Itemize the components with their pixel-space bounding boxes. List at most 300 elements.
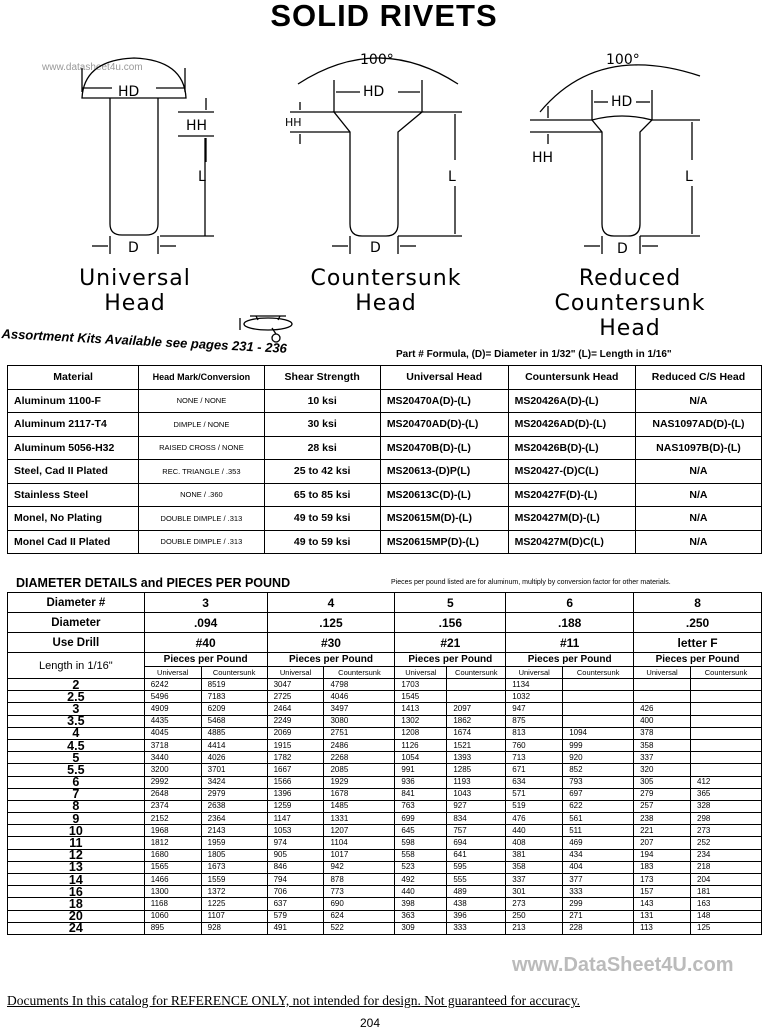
pieces-cell: 1782 [267,752,324,764]
pieces-cell [691,679,762,691]
length-row [8,703,762,715]
universal-part-cell: MS20613C(D)-(L) [380,483,508,507]
pieces-cell: 207 [634,837,691,849]
pieces-cell: 905 [267,849,324,861]
material-cell: Aluminum 5056-H32 [8,436,139,460]
pieces-cell: 641 [447,849,506,861]
materials-row [8,413,762,437]
pieces-cell: 634 [506,776,563,788]
head-mark-cell: NONE / NONE [139,389,264,413]
pieces-cell [563,703,634,715]
length-row [8,727,762,739]
length-cell: 5 [8,752,145,764]
countersunk-part-cell: MS20427F(D)-(L) [508,483,635,507]
header-material: Material [8,366,139,390]
diameter-number-row-value: 8 [634,593,762,613]
shear-cell: 49 to 59 ksi [264,530,380,554]
pieces-cell: 228 [563,922,634,934]
pieces-cell: 763 [395,800,447,812]
drill-row-value: #40 [144,633,267,653]
pieces-cell: 637 [267,898,324,910]
pieces-cell: 974 [267,837,324,849]
pieces-cell: 273 [506,898,563,910]
pieces-cell: 1862 [447,715,506,727]
pieces-cell: 309 [395,922,447,934]
material-cell: Steel, Cad II Plated [8,460,139,484]
pieces-cell: 271 [563,910,634,922]
pieces-cell: 400 [634,715,691,727]
pieces-cell: 125 [691,922,762,934]
pieces-cell: 378 [634,727,691,739]
pieces-cell: 3497 [324,703,395,715]
universal-part-cell: MS20615M(D)-(L) [380,507,508,531]
pieces-cell [563,679,634,691]
material-cell: Monel Cad II Plated [8,530,139,554]
page-title: SOLID RIVETS [270,0,498,33]
length-cell: 4 [8,727,145,739]
pieces-cell: 773 [324,886,395,898]
pieces-cell: 469 [563,837,634,849]
diameter-number-row-value: 5 [395,593,506,613]
shear-cell: 25 to 42 ksi [264,460,380,484]
pieces-cell: 1302 [395,715,447,727]
pieces-cell: 2374 [144,800,201,812]
pieces-cell [634,679,691,691]
pieces-cell [447,679,506,691]
universal-subheader: Universal [634,667,691,679]
shear-cell: 28 ksi [264,436,380,460]
pieces-cell: 4026 [201,752,267,764]
pieces-cell: 1107 [201,910,267,922]
pieces-cell: 920 [563,752,634,764]
pieces-cell: 358 [506,861,563,873]
pieces-cell: 4798 [324,679,395,691]
universal-subheader: Universal [144,667,201,679]
pieces-cell: 113 [634,922,691,934]
pieces-cell: 3701 [201,764,267,776]
pieces-cell: 148 [691,910,762,922]
length-row [8,813,762,825]
pieces-cell [691,703,762,715]
length-row [8,861,762,873]
diameter-number-row-value: 3 [144,593,267,613]
countersunk-part-cell: MS20427M(D)C(L) [508,530,635,554]
pieces-cell: 3718 [144,739,201,751]
pieces-cell: 1812 [144,837,201,849]
pieces-cell: 5496 [144,691,201,703]
universal-head-label: Universal Head [79,266,191,316]
pieces-cell: 875 [506,715,563,727]
pieces-cell: 320 [634,764,691,776]
pieces-cell: 398 [395,898,447,910]
length-cell: 5.5 [8,764,145,776]
pieces-cell: 760 [506,739,563,751]
pieces-cell [691,764,762,776]
reduced-part-cell: N/A [635,460,761,484]
pieces-cell: 238 [634,813,691,825]
length-cell: 14 [8,874,145,886]
pieces-cell: 846 [267,861,324,873]
countersunk-part-cell: MS20427-(D)C(L) [508,460,635,484]
l-label-universal: L [198,169,206,185]
length-row [8,898,762,910]
pieces-cell: 622 [563,800,634,812]
length-cell: 13 [8,861,145,873]
diameter-row-value: .250 [634,613,762,633]
reduced-countersunk-head-label: Reduced Countersunk Head [554,266,706,341]
length-row [8,825,762,837]
pieces-cell: 852 [563,764,634,776]
ppp-header-row [8,653,762,667]
length-row [8,886,762,898]
pieces-cell: 412 [691,776,762,788]
pieces-cell: 404 [563,861,634,873]
pieces-cell: 999 [563,739,634,751]
diameter-row-value: .156 [395,613,506,633]
pieces-cell: 522 [324,922,395,934]
pieces-cell: 157 [634,886,691,898]
length-row [8,874,762,886]
pieces-cell: 337 [634,752,691,764]
length-row [8,739,762,751]
materials-row [8,483,762,507]
material-cell: Stainless Steel [8,483,139,507]
shear-cell: 65 to 85 ksi [264,483,380,507]
countersunk-subheader: Countersunk [201,667,267,679]
pieces-cell: 1915 [267,739,324,751]
pieces-cell [563,715,634,727]
diameter-section-title: DIAMETER DETAILS and PIECES PER POUND [16,576,291,590]
reduced-part-cell: NAS1097B(D)-(L) [635,436,761,460]
pieces-cell: 6242 [144,679,201,691]
reduced-part-cell: N/A [635,507,761,531]
pieces-cell: 561 [563,813,634,825]
pieces-cell: 1372 [201,886,267,898]
pieces-cell: 2085 [324,764,395,776]
countersunk-subheader: Countersunk [324,667,395,679]
length-cell: 6 [8,776,145,788]
pieces-cell: 794 [267,874,324,886]
pieces-cell: 697 [563,788,634,800]
pieces-cell: 1959 [201,837,267,849]
header-countersunk: Countersunk Head [508,366,635,390]
pieces-cell [691,715,762,727]
pieces-cell: 358 [634,739,691,751]
pieces-per-pound-header: Pieces per Pound [506,653,634,667]
pieces-cell: 1485 [324,800,395,812]
length-row [8,776,762,788]
head-mark-cell: RAISED CROSS / NONE [139,436,264,460]
length-cell: 7 [8,788,145,800]
pieces-cell: 1285 [447,764,506,776]
pieces-cell: 694 [447,837,506,849]
pieces-cell: 252 [691,837,762,849]
hh-label-reduced: HH [532,150,554,166]
l-label-reduced: L [685,169,693,185]
reduced-part-cell: N/A [635,483,761,507]
pieces-cell: 440 [395,886,447,898]
length-cell: 2 [8,679,145,691]
pieces-cell: 4909 [144,703,201,715]
pieces-cell: 1017 [324,849,395,861]
pieces-cell: 991 [395,764,447,776]
length-row [8,800,762,812]
pieces-cell: 2979 [201,788,267,800]
pieces-cell: 363 [395,910,447,922]
countersunk-subheader: Countersunk [563,667,634,679]
pieces-cell [447,691,506,703]
diameter-table [7,592,762,935]
pieces-cell: 793 [563,776,634,788]
pieces-cell: 143 [634,898,691,910]
head-mark-cell: REC. TRIANGLE / .353 [139,460,264,484]
diameter-row [8,613,762,633]
length-cell: 12 [8,849,145,861]
pieces-cell: 2725 [267,691,324,703]
materials-row [8,530,762,554]
universal-subheader: Universal [267,667,324,679]
length-row [8,715,762,727]
biplane-icon [236,308,306,350]
pieces-cell: 396 [447,910,506,922]
pieces-cell: 645 [395,825,447,837]
shear-cell: 10 ksi [264,389,380,413]
pieces-cell: 426 [634,703,691,715]
materials-row [8,460,762,484]
pieces-cell: 1466 [144,874,201,886]
pieces-cell: 131 [634,910,691,922]
pieces-cell: 2751 [324,727,395,739]
pieces-cell: 204 [691,874,762,886]
length-row [8,752,762,764]
pieces-cell: 1300 [144,886,201,898]
pieces-cell: 1680 [144,849,201,861]
header-head-mark: Head Mark/Conversion [139,366,264,390]
pieces-cell: 1207 [324,825,395,837]
materials-header-row [8,366,762,390]
diameter-row-value: .125 [267,613,395,633]
drill-row [8,633,762,653]
pieces-cell: 595 [447,861,506,873]
length-row [8,691,762,703]
pieces-cell: 1413 [395,703,447,715]
pieces-cell: 947 [506,703,563,715]
pieces-cell: 690 [324,898,395,910]
material-cell: Aluminum 1100-F [8,389,139,413]
pieces-cell: 706 [267,886,324,898]
length-cell: 8 [8,800,145,812]
pieces-cell: 571 [506,788,563,800]
pieces-cell: 279 [634,788,691,800]
pieces-cell: 2069 [267,727,324,739]
universal-subheader: Universal [506,667,563,679]
pieces-cell: 381 [506,849,563,861]
pieces-cell: 7183 [201,691,267,703]
length-row [8,679,762,691]
pieces-cell: 1147 [267,813,324,825]
pieces-cell: 2486 [324,739,395,751]
pieces-cell: 1545 [395,691,447,703]
pieces-cell [634,691,691,703]
disclaimer-footer: Documents In this catalog for REFERENCE ONLY, not intended for design. Not guaranteed for accuracy. [7,993,580,1008]
countersunk-part-cell: MS20426B(D)-(L) [508,436,635,460]
pieces-cell: 6209 [201,703,267,715]
pieces-cell: 438 [447,898,506,910]
pieces-cell: 1134 [506,679,563,691]
angle-label-countersunk: 100° [360,52,394,68]
length-cell: 20 [8,910,145,922]
head-mark-cell: NONE / .360 [139,483,264,507]
pieces-cell: 1805 [201,849,267,861]
hd-label-reduced: HD [611,94,633,110]
pieces-cell: 2648 [144,788,201,800]
angle-label-reduced: 100° [606,52,640,68]
pieces-cell: 489 [447,886,506,898]
pieces-cell: 1331 [324,813,395,825]
pieces-cell: 1208 [395,727,447,739]
material-cell: Monel, No Plating [8,507,139,531]
pieces-cell: 1043 [447,788,506,800]
length-row [8,922,762,934]
pieces-per-pound-header: Pieces per Pound [144,653,267,667]
pieces-cell: 1674 [447,727,506,739]
pieces-cell: 3200 [144,764,201,776]
pieces-cell: 2464 [267,703,324,715]
pieces-cell: 250 [506,910,563,922]
head-mark-cell: DOUBLE DIMPLE / .313 [139,507,264,531]
pieces-cell: 624 [324,910,395,922]
drill-row-value: #11 [506,633,634,653]
pieces-cell [691,691,762,703]
diameter-number-row [8,593,762,613]
pieces-cell: 299 [563,898,634,910]
pieces-cell: 2249 [267,715,324,727]
pieces-cell: 936 [395,776,447,788]
pieces-cell: 234 [691,849,762,861]
length-header: Length in 1/16" [8,653,145,679]
pieces-cell: 492 [395,874,447,886]
pieces-cell: 2097 [447,703,506,715]
diameter-row-label: Diameter [8,613,145,633]
header-shear: Shear Strength [264,366,380,390]
pieces-cell: 2143 [201,825,267,837]
pieces-cell: 1565 [144,861,201,873]
pieces-cell: 476 [506,813,563,825]
pieces-cell: 305 [634,776,691,788]
countersunk-head-label: Countersunk Head [310,266,462,316]
materials-row [8,507,762,531]
reduced-part-cell: N/A [635,389,761,413]
length-row [8,910,762,922]
pieces-cell: 2992 [144,776,201,788]
length-cell: 24 [8,922,145,934]
countersunk-rivet-shape [334,112,422,236]
universal-part-cell: MS20470AD(D)-(L) [380,413,508,437]
pieces-cell: 1968 [144,825,201,837]
pieces-cell: 1566 [267,776,324,788]
l-label-countersunk: L [448,169,456,185]
pieces-cell: 163 [691,898,762,910]
pieces-per-pound-header: Pieces per Pound [267,653,395,667]
drill-row-value: #21 [395,633,506,653]
hh-label-countersunk: HH [285,116,302,129]
pieces-cell: 834 [447,813,506,825]
watermark-bottom: www.DataSheet4U.com [512,954,734,976]
pieces-cell: 1396 [267,788,324,800]
pieces-cell: 598 [395,837,447,849]
pieces-cell: 1094 [563,727,634,739]
pieces-cell: 4046 [324,691,395,703]
pieces-cell: 895 [144,922,201,934]
pieces-cell: 257 [634,800,691,812]
pieces-cell [691,727,762,739]
pieces-cell: 194 [634,849,691,861]
shear-cell: 30 ksi [264,413,380,437]
pieces-cell: 671 [506,764,563,776]
pieces-cell: 273 [691,825,762,837]
head-mark-cell: DOUBLE DIMPLE / .313 [139,530,264,554]
materials-row [8,436,762,460]
diameter-row-value: .188 [506,613,634,633]
pieces-cell: 408 [506,837,563,849]
pieces-cell: 218 [691,861,762,873]
pieces-cell: 434 [563,849,634,861]
pieces-cell: 3424 [201,776,267,788]
pieces-cell [691,739,762,751]
length-cell: 10 [8,825,145,837]
universal-part-cell: MS20613-(D)P(L) [380,460,508,484]
countersunk-part-cell: MS20427M(D)-(L) [508,507,635,531]
pieces-cell: 328 [691,800,762,812]
pieces-cell: 301 [506,886,563,898]
pieces-cell: 337 [506,874,563,886]
length-row [8,837,762,849]
pieces-cell: 878 [324,874,395,886]
pieces-cell: 333 [447,922,506,934]
reduced-part-cell: NAS1097AD(D)-(L) [635,413,761,437]
pieces-cell: 1032 [506,691,563,703]
universal-part-cell: MS20470B(D)-(L) [380,436,508,460]
pieces-per-pound-header: Pieces per Pound [395,653,506,667]
materials-row [8,389,762,413]
diameter-number-row-label: Diameter # [8,593,145,613]
pieces-cell: 181 [691,886,762,898]
head-mark-cell: DIMPLE / NONE [139,413,264,437]
pieces-cell: 4045 [144,727,201,739]
pieces-per-pound-header: Pieces per Pound [634,653,762,667]
pieces-cell: 491 [267,922,324,934]
pieces-cell: 1225 [201,898,267,910]
countersunk-part-cell: MS20426AD(D)-(L) [508,413,635,437]
pieces-cell: 519 [506,800,563,812]
d-label-universal: D [128,240,139,256]
length-cell: 11 [8,837,145,849]
pieces-cell: 221 [634,825,691,837]
reduced-countersunk-rivet-shape [592,116,652,236]
pieces-cell: 1929 [324,776,395,788]
pieces-cell: 183 [634,861,691,873]
page-number: 204 [360,1016,381,1030]
pieces-cell: 2152 [144,813,201,825]
pieces-cell: 699 [395,813,447,825]
pieces-cell: 713 [506,752,563,764]
diameter-number-row-value: 6 [506,593,634,613]
pieces-cell: 213 [506,922,563,934]
pieces-cell: 523 [395,861,447,873]
pieces-cell: 813 [506,727,563,739]
material-cell: Aluminum 2117-T4 [8,413,139,437]
pieces-cell: 558 [395,849,447,861]
